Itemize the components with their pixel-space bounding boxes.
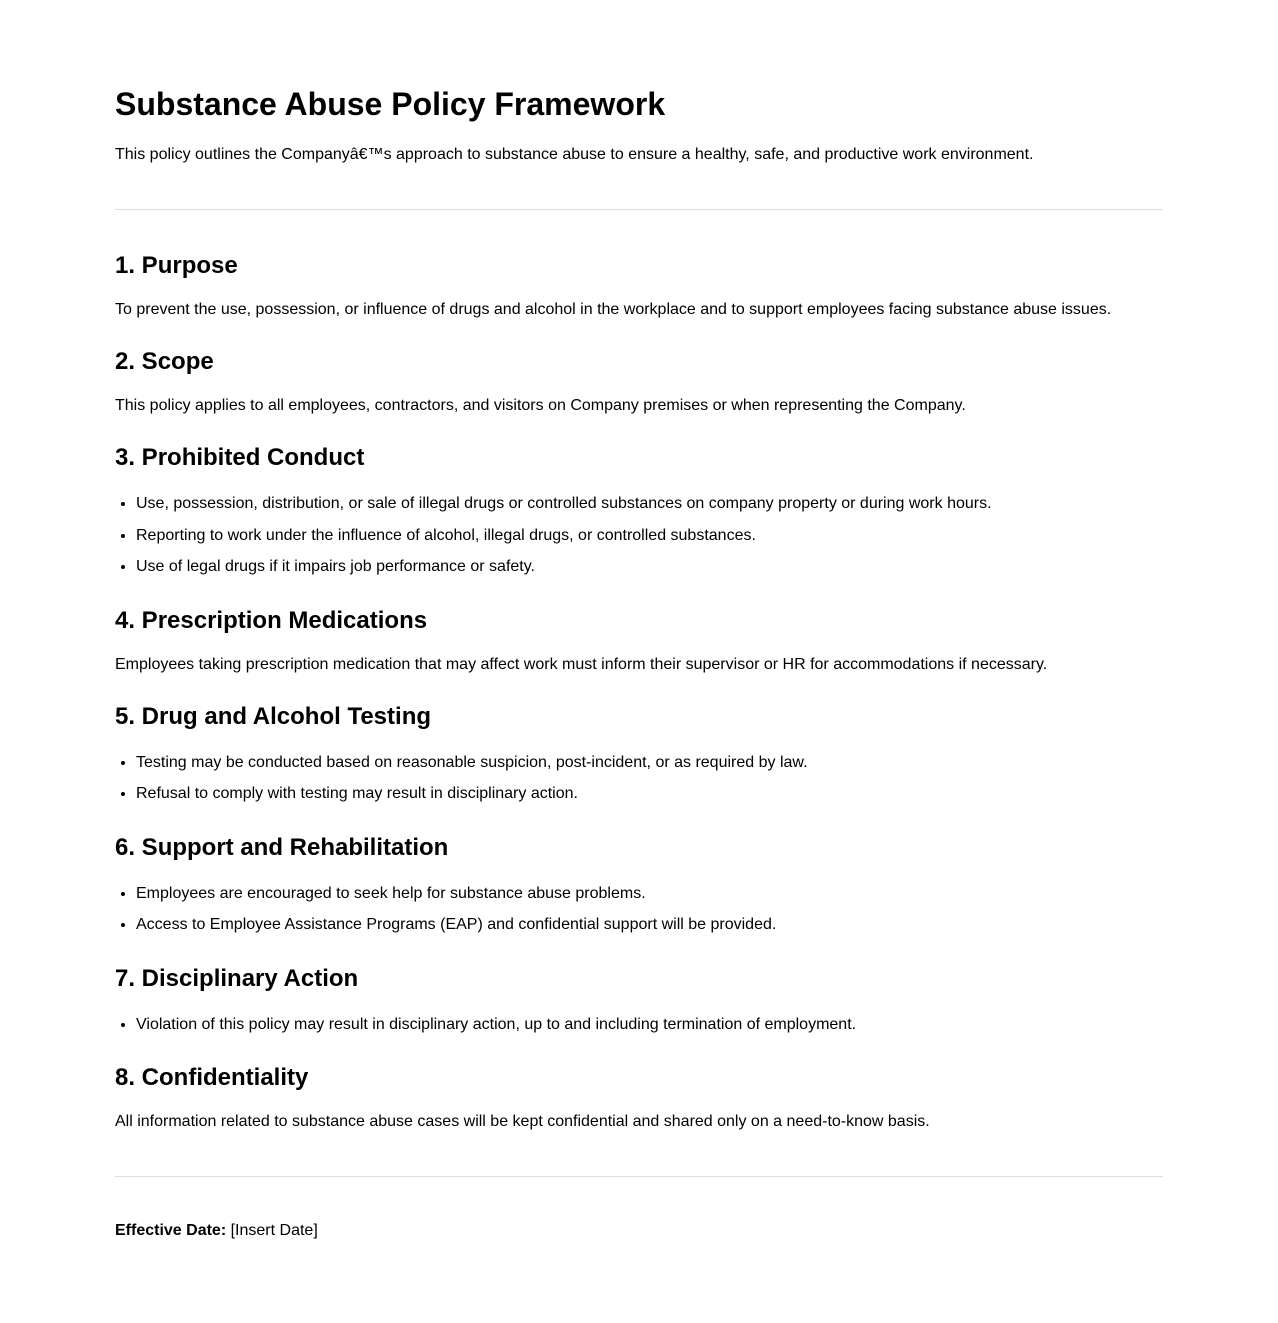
section-heading: 3. Prohibited Conduct <box>115 444 365 471</box>
section-heading: 2. Scope <box>115 348 214 375</box>
policy-document <box>115 0 1163 1323</box>
bullet-item: • Violation of this policy may result in disciplinary action, up to and including termination of employment. <box>136 1011 1163 1039</box>
bullet-item: • Reporting to work under the influence of alcohol, illegal drugs, or controlled substances. <box>136 522 1163 550</box>
effective-date-label: Effective Date: <box>115 1222 227 1240</box>
page-title: Substance Abuse Policy Framework <box>115 86 666 122</box>
bullet-item: • Use of legal drugs if it impairs job performance or safety. <box>136 553 1163 581</box>
section-paragraph: All information related to substance abuse cases will be kept confidential and shared only on a need-to-know basis. <box>115 1113 930 1131</box>
section-heading: 5. Drug and Alcohol Testing <box>115 702 432 730</box>
section-paragraph: Employees taking prescription medication that may affect work must inform their supervisor or HR for accommodations if necessary. <box>115 655 1048 673</box>
bullet-item: • Employees are encouraged to seek help for substance abuse problems. <box>136 880 1163 908</box>
section-heading: 8. Confidentiality <box>115 1064 309 1092</box>
section-heading: 4. Prescription Medications <box>115 606 428 634</box>
policy-section <box>115 834 1163 939</box>
effective-date-value: [Insert Date] <box>230 1222 318 1240</box>
bottom-divider <box>115 1176 1163 1177</box>
effective-date-line <box>115 1219 1163 1243</box>
bullet-item: • Testing may be conducted based on reasonable suspicion, post-incident, or as required by law. <box>136 749 1163 777</box>
section-bullet-list <box>115 490 1163 581</box>
section-paragraph: This policy applies to all employees, contractors, and visitors on Company premises or when representing the Company. <box>115 397 966 414</box>
policy-section <box>115 607 1163 677</box>
policy-section <box>115 252 1163 322</box>
section-bullet-list <box>115 880 1163 939</box>
intro-paragraph: This policy outlines the Companyâ€™s approach to substance abuse to ensure a healthy, safe, and productive work environment. <box>115 146 1034 163</box>
sections-container <box>115 252 1163 1134</box>
bullet-item: • Access to Employee Assistance Programs (EAP) and confidential support will be provided. <box>136 911 1163 939</box>
bullet-item: • Refusal to comply with testing may result in disciplinary action. <box>136 780 1163 808</box>
policy-section <box>115 348 1163 418</box>
section-paragraph: To prevent the use, possession, or influence of drugs and alcohol in the workplace and to support employees facing substance abuse issues. <box>115 301 1112 318</box>
section-bullet-list <box>115 1011 1163 1039</box>
policy-section <box>115 965 1163 1039</box>
section-heading: 1. Purpose <box>115 252 238 279</box>
policy-section <box>115 444 1163 581</box>
policy-section <box>115 703 1163 808</box>
section-heading: 6. Support and Rehabilitation <box>115 833 449 861</box>
policy-section <box>115 1064 1163 1134</box>
bullet-item: • Use, possession, distribution, or sale of illegal drugs or controlled substances on company property or during work hours. <box>136 490 1163 518</box>
top-divider <box>115 209 1163 210</box>
section-bullet-list <box>115 749 1163 808</box>
section-heading: 7. Disciplinary Action <box>115 964 359 992</box>
